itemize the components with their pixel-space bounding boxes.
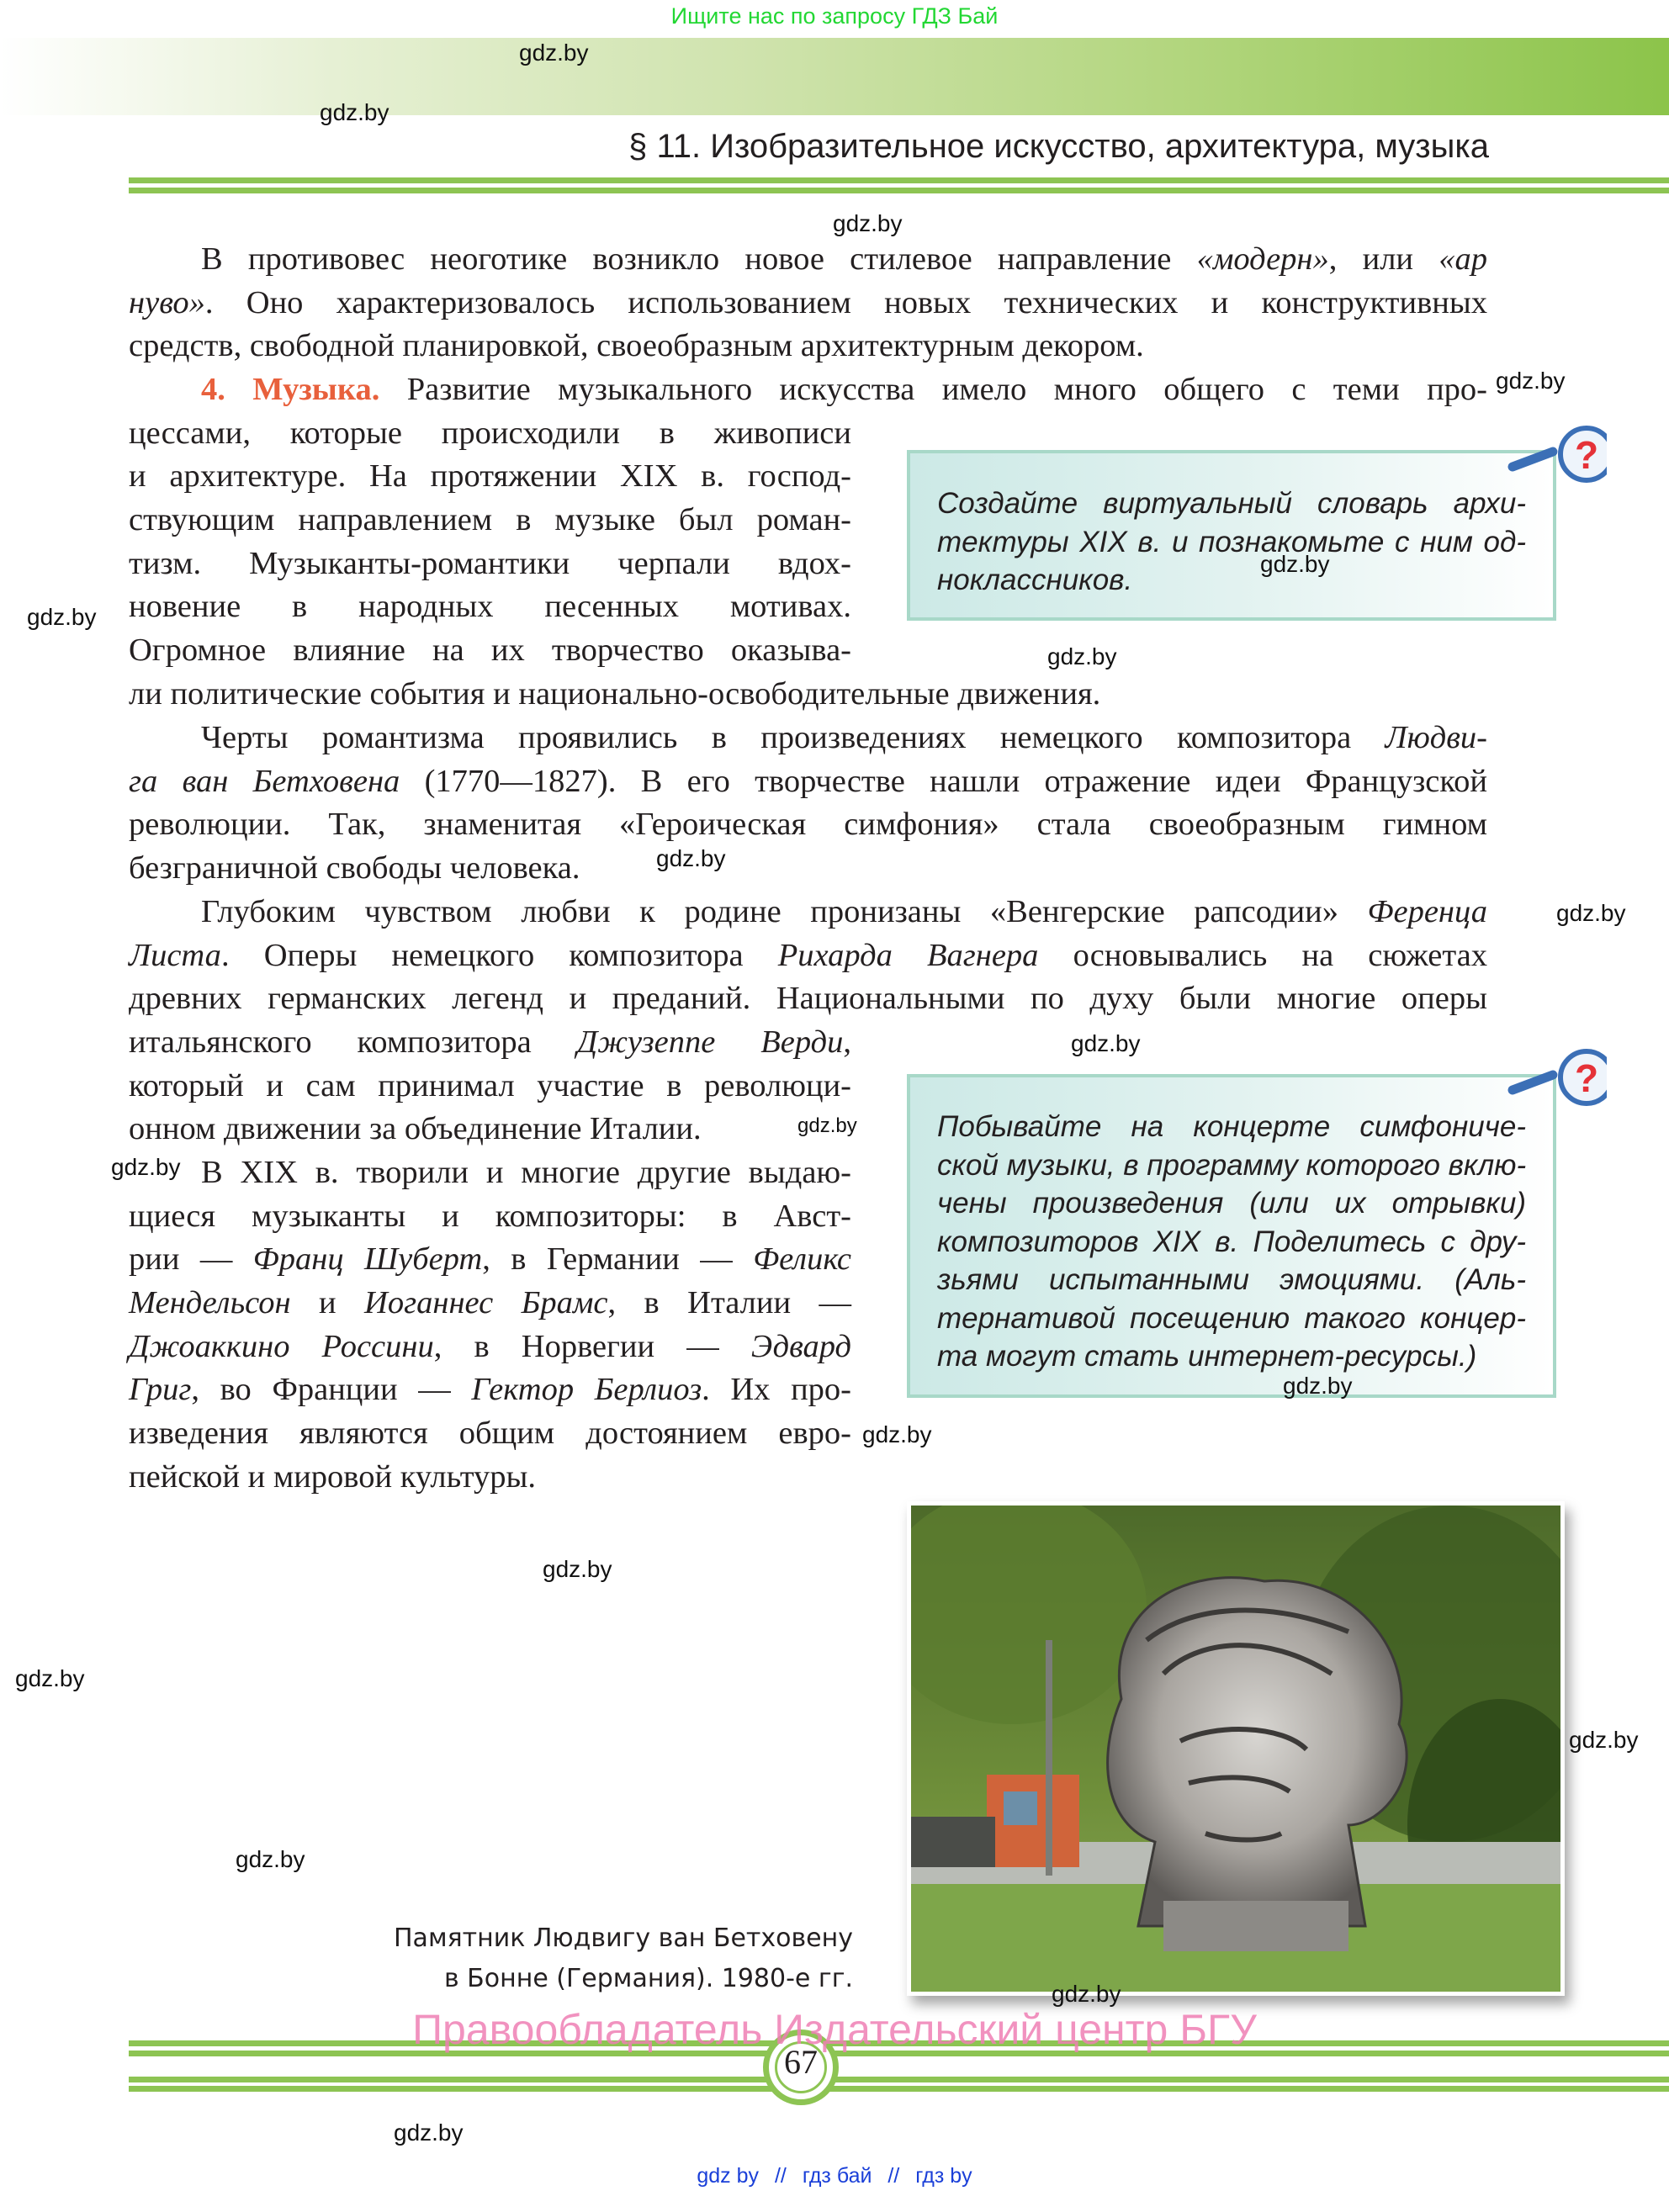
text-run: революции. Так, знаменитая «Героическая симфония» стала своеобразным гимном xyxy=(129,807,1487,842)
watermark: gdz.by xyxy=(862,1421,932,1447)
emphasis-text: Джузеппе Верди xyxy=(576,1024,844,1060)
footer-rule xyxy=(129,2077,1669,2082)
task-box-2 xyxy=(907,1074,1556,1398)
text-run: (1770—1827). В его творчестве нашли отражение идеи Французской xyxy=(400,764,1487,799)
body-line xyxy=(129,934,1487,977)
text-run: тизм. Музыканты-романтики черпали вдох- xyxy=(129,546,851,581)
footer-rule xyxy=(129,2086,1669,2092)
text-run: и архитектуре. На протяжении XIX в. господ- xyxy=(129,458,851,494)
section-heading: 4. Музыка. xyxy=(201,372,380,407)
emphasis-text: Франц Шуберт xyxy=(252,1241,483,1277)
emphasis-text: «модерн» xyxy=(1196,241,1329,277)
header-rule-bottom xyxy=(129,188,1669,193)
text-run: цессами, которые происходили в живописи xyxy=(129,415,851,451)
watermark: gdz.by xyxy=(656,845,726,871)
body-line xyxy=(129,1107,851,1151)
text-run: Глубоким чувством любви к родине пронизаны «Венгерские рапсодии» xyxy=(201,894,1368,929)
body-line xyxy=(201,237,1487,281)
chapter-title: § 11. Изобразительное искусство, архитектура, музыка xyxy=(628,128,1489,165)
figure-caption-line: в Бонне (Германия). 1980-е гг. xyxy=(443,1964,853,1993)
emphasis-text: Феликс xyxy=(753,1241,851,1277)
task-box-2-line: ской музыки, в программу которого вклю- xyxy=(937,1148,1527,1182)
watermark: gdz.by xyxy=(320,99,389,125)
watermark: gdz.by xyxy=(1052,1981,1121,2007)
emphasis-text: нуво» xyxy=(129,285,205,320)
text-run: онном движении за объединение Италии. xyxy=(129,1111,702,1146)
body-line xyxy=(129,759,1487,803)
page-number: 67 xyxy=(784,2043,818,2081)
body-line xyxy=(201,890,1487,934)
body-line xyxy=(129,585,851,628)
emphasis-text: га ван Бетховена xyxy=(129,764,400,799)
body-line xyxy=(129,1411,851,1455)
body-line xyxy=(129,281,1487,325)
text-run: , в Италии — xyxy=(607,1285,851,1320)
body-line xyxy=(129,628,851,672)
emphasis-text: Григ xyxy=(129,1372,192,1407)
emphasis-text: Джоаккино Россини xyxy=(129,1329,434,1364)
text-run: щиеся музыканты и композиторы: в Авст- xyxy=(129,1199,851,1234)
body-line xyxy=(129,454,851,498)
text-run: , или xyxy=(1328,241,1439,277)
emphasis-text: Гектор Берлиоз xyxy=(471,1372,702,1407)
task-box-1-line: ноклассников. xyxy=(937,564,1133,596)
text-run: Огромное влияние на их творчество оказыва- xyxy=(129,632,851,668)
task-box-1-line: Создайте виртуальный словарь архи- xyxy=(937,487,1526,520)
text-run: . Оно характеризовалось использованием новых технических и конструктивных xyxy=(204,285,1487,320)
text-run: . Их про- xyxy=(702,1372,852,1407)
text-run: ли политические события и национально-освободительные движения. xyxy=(129,676,1101,712)
text-run: новение в народных песенных мотивах. xyxy=(129,589,851,624)
task-box-2-line: композиторов XIX в. Поделитесь с дру- xyxy=(937,1225,1526,1258)
text-run: , в Германии — xyxy=(482,1241,754,1277)
emphasis-text: Листа xyxy=(129,938,221,973)
text-run: , xyxy=(843,1024,851,1060)
body-line xyxy=(201,368,1487,411)
text-run: который и сам принимал участие в революци- xyxy=(129,1068,851,1103)
watermark: gdz.by xyxy=(543,1556,612,1582)
text-run: изведения являются общим достоянием евро- xyxy=(129,1416,851,1451)
watermark: gdz.by xyxy=(797,1114,857,1137)
emphasis-text: Ференца xyxy=(1367,894,1487,929)
task-box-1 xyxy=(907,450,1556,621)
body-line xyxy=(129,542,851,585)
task-box-1-line: тектуры XIX в. и познакомьте с ним од- xyxy=(937,525,1526,558)
text-run: древних германских легенд и преданий. Национальными по духу были многие оперы xyxy=(129,981,1487,1016)
body-line xyxy=(129,1237,851,1281)
text-run: средств, свободной планировкой, своеобразным архитектурным декором. xyxy=(129,328,1144,363)
text-run: пейской и мировой культуры. xyxy=(129,1459,537,1495)
link-gdz-by[interactable]: gdz by xyxy=(697,2164,760,2188)
header-band xyxy=(0,38,1669,115)
watermark: gdz.by xyxy=(1569,1727,1639,1753)
watermark: gdz.by xyxy=(1496,368,1566,394)
svg-text:?: ? xyxy=(1574,1056,1599,1100)
text-run: В противовес неоготике возникло новое стилевое направление xyxy=(201,241,1197,277)
link-separator: // xyxy=(887,2164,900,2188)
link-gdz-bai[interactable]: гдз бай xyxy=(802,2164,872,2188)
figure-caption-line: Памятник Людвигу ван Бетховену xyxy=(394,1924,853,1953)
body-line xyxy=(129,802,1487,846)
body-line xyxy=(129,1064,851,1108)
text-run: , в Норвегии — xyxy=(433,1329,751,1364)
body-line xyxy=(129,324,1487,368)
watermark: gdz.by xyxy=(1047,643,1117,669)
watermark: gdz.by xyxy=(833,210,903,236)
bottom-links xyxy=(0,2164,1669,2188)
text-run: и xyxy=(290,1285,365,1320)
task-box-2-line: чены произведения (или их отрывки) xyxy=(937,1187,1526,1220)
emphasis-text: Рихарда Вагнера xyxy=(777,938,1039,973)
text-run: основывались на сюжетах xyxy=(1038,938,1487,973)
emphasis-text: Мендельсон xyxy=(129,1285,291,1320)
body-line xyxy=(129,498,851,542)
watermark: gdz.by xyxy=(1283,1373,1353,1399)
svg-text:?: ? xyxy=(1574,433,1599,477)
body-line xyxy=(129,1325,851,1368)
task-box-2-line: Побывайте на концерте симфониче- xyxy=(937,1110,1526,1143)
header-rule-top xyxy=(129,177,1669,183)
watermark: gdz.by xyxy=(236,1846,305,1872)
body-line xyxy=(129,976,1487,1020)
task-box-2-line: зьями испытанными эмоциями. (Аль- xyxy=(937,1263,1526,1296)
task-box-2-line: тернативой посещению такого концер- xyxy=(937,1301,1526,1335)
body-line xyxy=(129,1281,851,1325)
watermark: gdz.by xyxy=(1556,900,1626,926)
link-separator: // xyxy=(774,2164,787,2188)
text-run: итальянского композитора xyxy=(129,1024,577,1060)
watermark: gdz.by xyxy=(394,2119,464,2146)
emphasis-text: Людви- xyxy=(1385,720,1487,755)
photo-illustration xyxy=(911,1506,1560,1992)
text-run: ствующим направлением в музыке был роман- xyxy=(129,502,851,537)
body-line xyxy=(129,1455,851,1499)
body-line xyxy=(201,716,1487,759)
watermark: gdz.by xyxy=(519,40,589,66)
text-run: Развитие музыкального искусства имело много общего с теми про- xyxy=(379,372,1487,407)
body-line xyxy=(129,846,1487,890)
body-line xyxy=(201,1151,851,1194)
copyright-notice: Правообладатель Издательский центр БГУ xyxy=(412,2006,1257,2053)
emphasis-text: «ар xyxy=(1439,241,1488,277)
body-line xyxy=(129,1020,851,1064)
watermark: gdz.by xyxy=(1071,1030,1141,1056)
watermark: gdz.by xyxy=(111,1154,181,1180)
magnifier-question-icon xyxy=(1506,418,1607,502)
watermark: gdz.by xyxy=(15,1665,85,1691)
body-line xyxy=(129,411,851,455)
magnifier-question-icon xyxy=(1506,1041,1607,1125)
text-run: В XIX в. творили и многие другие выдаю- xyxy=(201,1155,851,1190)
text-run: рии — xyxy=(129,1241,253,1277)
watermark: gdz.by xyxy=(1260,551,1330,577)
text-run: Черты романтизма проявились в произведениях немецкого композитора xyxy=(201,720,1386,755)
beethoven-monument-photo xyxy=(907,1501,1565,1996)
link-gdz-by-cyr[interactable]: гдз by xyxy=(915,2164,972,2188)
text-run: безграничной свободы человека. xyxy=(129,850,580,886)
top-banner: Ищите нас по запросу ГДЗ Бай xyxy=(670,3,999,29)
text-run: , во Франции — xyxy=(191,1372,472,1407)
emphasis-text: Иоганнес Брамс xyxy=(364,1285,608,1320)
text-run: . Оперы немецкого композитора xyxy=(220,938,778,973)
watermark: gdz.by xyxy=(27,604,97,630)
task-box-2-line: та могут стать интернет-ресурсы.) xyxy=(937,1340,1477,1373)
body-line xyxy=(129,1368,851,1411)
body-line xyxy=(129,672,1487,716)
body-line xyxy=(129,1194,851,1238)
emphasis-text: Эдвард xyxy=(750,1329,851,1364)
